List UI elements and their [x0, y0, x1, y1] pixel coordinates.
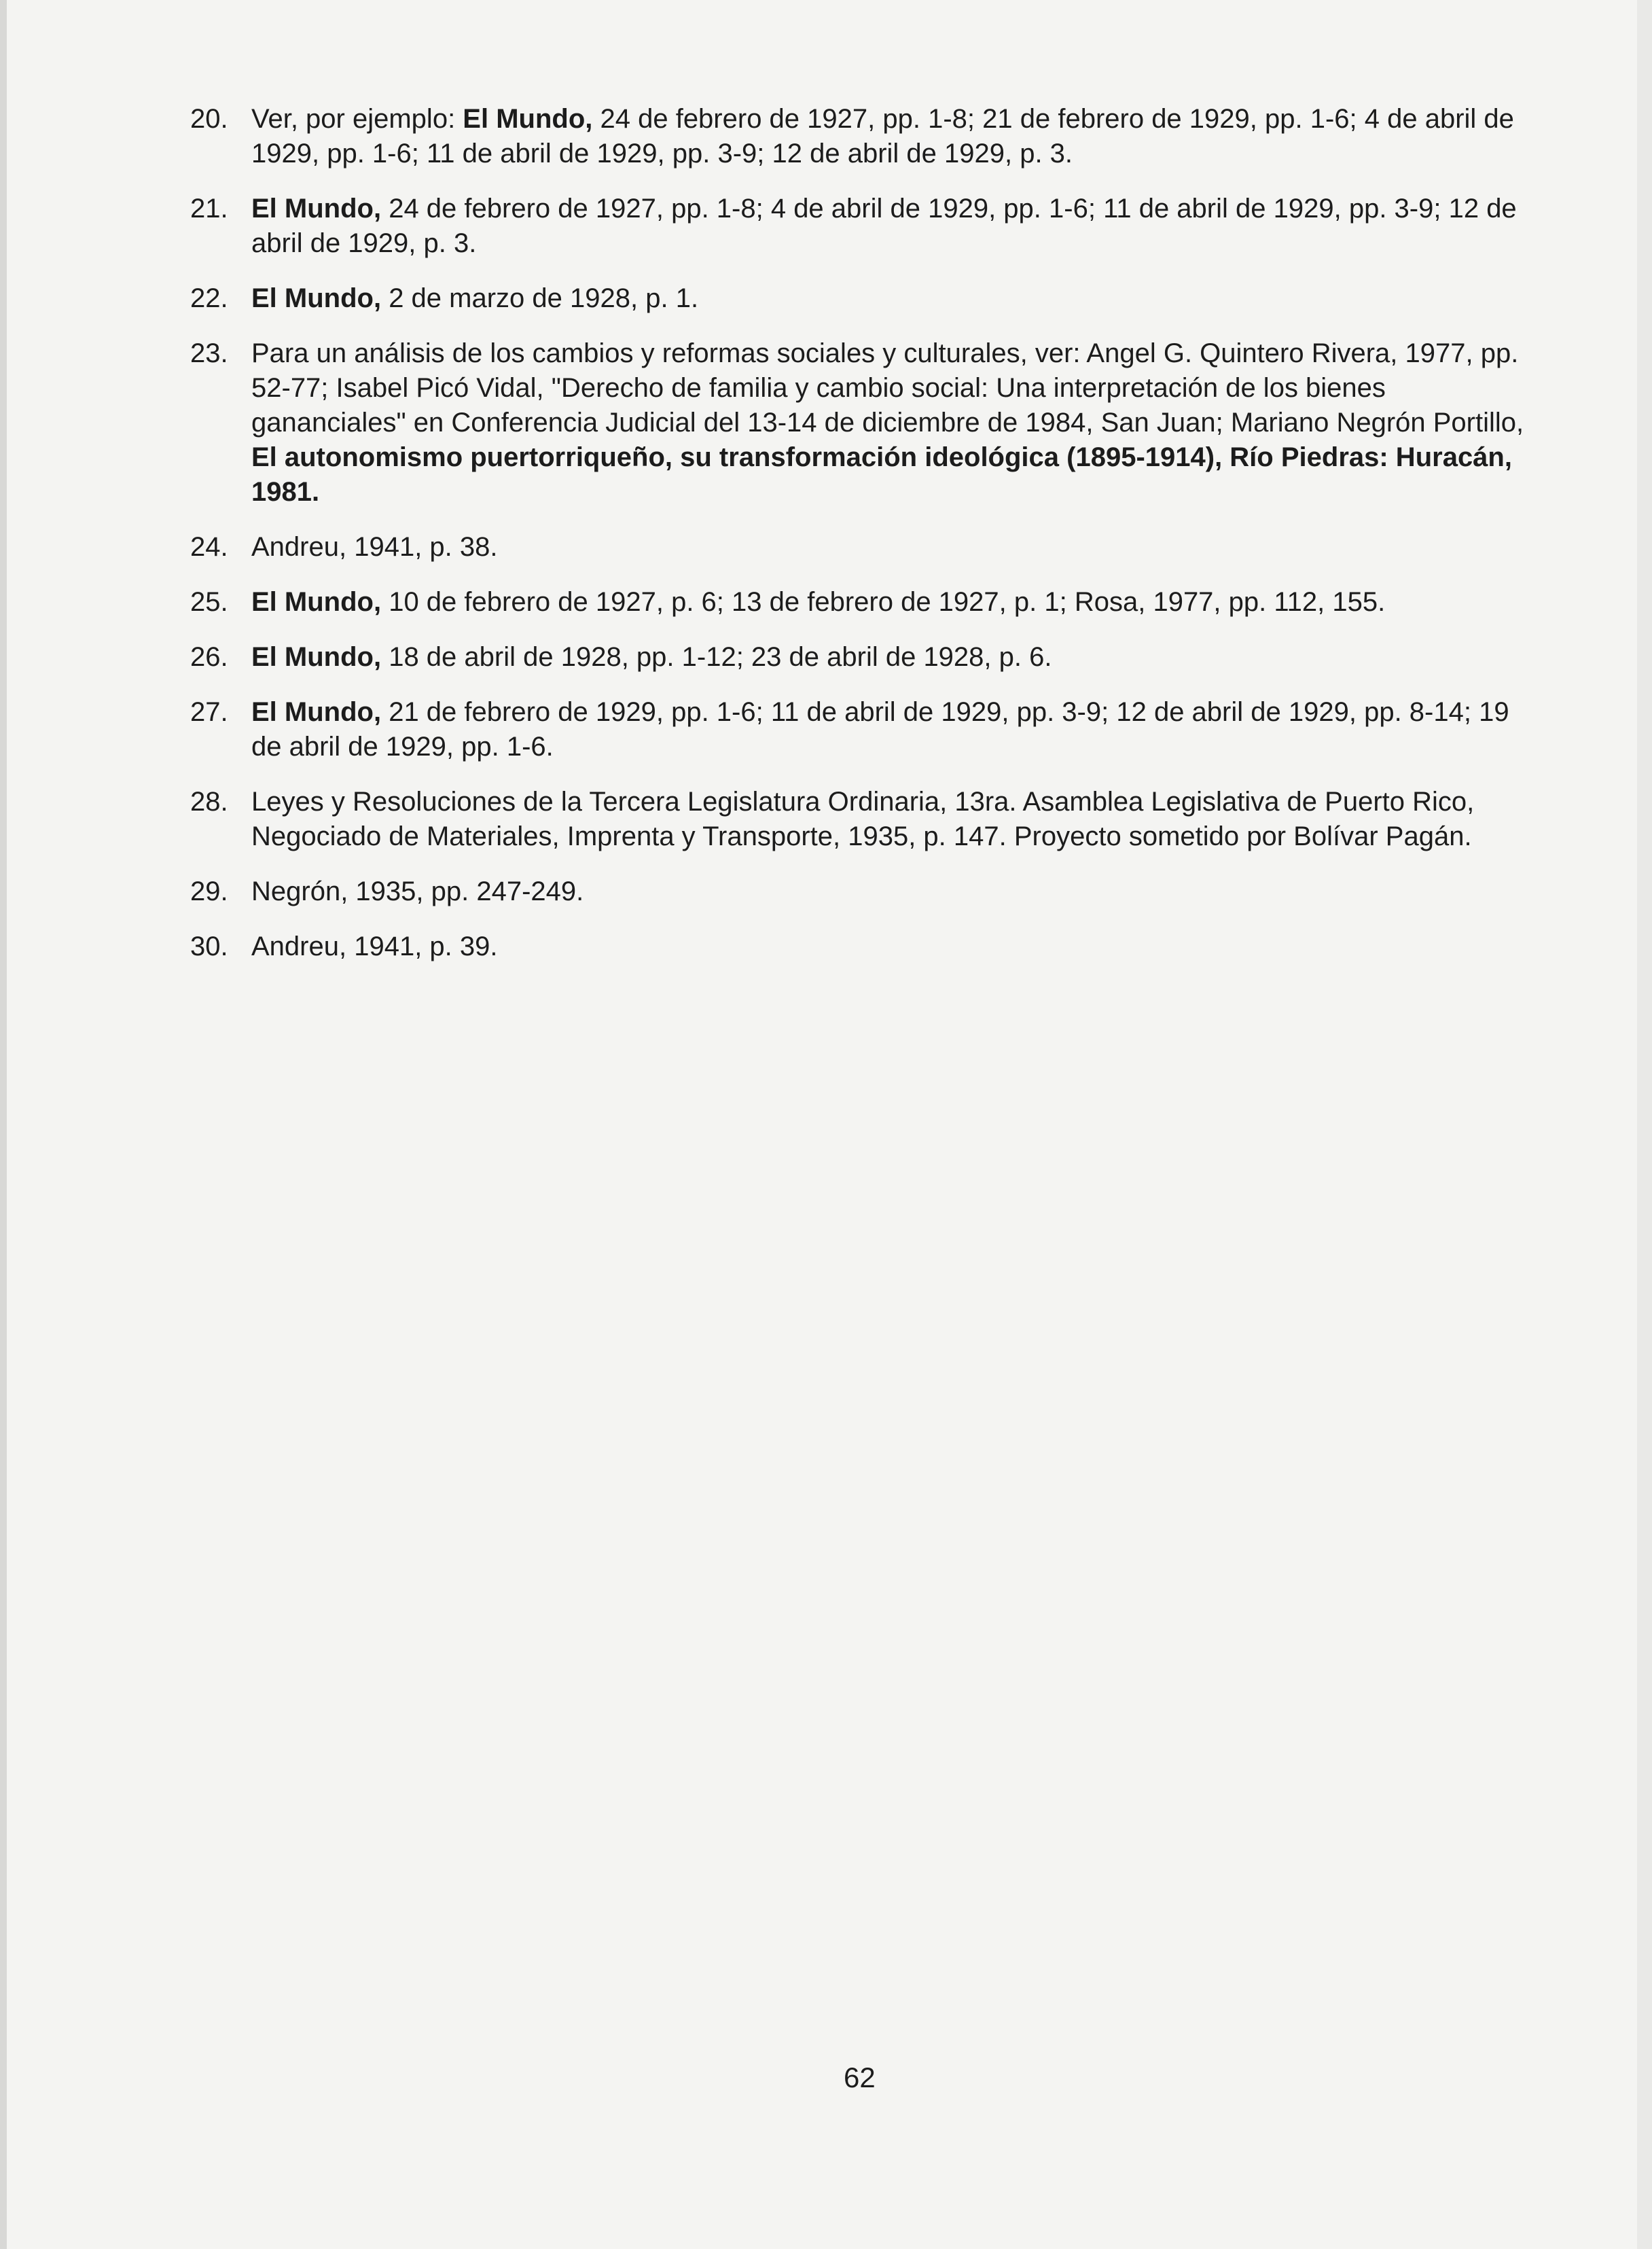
footnote-text-part: 10 de febrero de 1927, p. 6; 13 de febrero de 1927, p. 1; Rosa, 1977, pp. 112, 155.	[381, 587, 1386, 617]
footnote-text	[251, 642, 1052, 672]
footnote-text-part: El Mundo,	[251, 283, 382, 313]
footnote-text-part: 18 de abril de 1928, pp. 1-12; 23 de abril de 1928, p. 6.	[381, 642, 1052, 672]
footnote-text	[251, 787, 1474, 851]
footnote-text-part: El Mundo,	[251, 697, 382, 727]
footnote-text-part: Andreu, 1941, p. 38.	[251, 532, 498, 562]
footnote	[190, 929, 1535, 964]
footnote-text	[251, 532, 498, 562]
footnote-number: 27.	[190, 697, 228, 727]
footnote-text	[251, 338, 1524, 507]
footnote-text-part: El autonomismo puertorriqueño, su transformación ideológica (1895-1914), Río Piedras: Huracán, 1981.	[251, 442, 1512, 507]
footnote-text	[251, 587, 1385, 617]
footnote	[190, 695, 1535, 764]
footnote-list	[190, 102, 1535, 985]
footnote	[190, 530, 1535, 565]
footnote-text-part: Andreu, 1941, p. 39.	[251, 932, 498, 961]
footnote-text-part: Ver, por ejemplo:	[251, 104, 463, 134]
footnote-number: 29.	[190, 876, 228, 906]
footnote	[190, 281, 1535, 316]
footnote-text-part: El Mundo,	[463, 104, 593, 134]
footnote	[190, 192, 1535, 261]
footnote-number: 20.	[190, 104, 228, 134]
footnote-text-part: Leyes y Resoluciones de la Tercera Legislatura Ordinaria, 13ra. Asamblea Legislativa de Puerto Rico, Negociado de Materiales, Imprenta y Transporte, 1935, p. 147. Proyecto sometido por Bolívar Pagán.	[251, 787, 1475, 851]
footnote-text-part: El Mundo,	[251, 642, 382, 672]
footnote-text	[251, 876, 583, 906]
footnote-number: 24.	[190, 532, 228, 562]
footnote-text-part: El Mundo,	[251, 194, 382, 224]
footnote-text-part: 21 de febrero de 1929, pp. 1-6; 11 de abril de 1929, pp. 3-9; 12 de abril de 1929, pp. 8-14; 19 de abril de 1929, pp. 1-6.	[251, 697, 1509, 762]
footnote-text-part: Para un análisis de los cambios y reformas sociales y culturales, ver: Angel G. Quintero Rivera, 1977, pp. 52-77; Isabel Picó Vidal, "Derecho de familia y cambio social: Una interpretación de los bienes gananciales" en Conferencia Judicial del 13-14 de diciembre de 1984, San Juan; Mariano Negrón Portillo,	[251, 338, 1524, 438]
footnote	[190, 585, 1535, 620]
footnote-number: 23.	[190, 338, 228, 368]
footnote-text-part: Negrón, 1935, pp. 247-249.	[251, 876, 584, 906]
footnote-number: 22.	[190, 283, 228, 313]
footnote-number: 26.	[190, 642, 228, 672]
footnote-text	[251, 697, 1509, 762]
footnote	[190, 874, 1535, 909]
footnote-number: 30.	[190, 932, 228, 961]
footnote-text-part: 24 de febrero de 1927, pp. 1-8; 21 de febrero de 1929, pp. 1-6; 4 de abril de 1929, pp. 1-6; 11 de abril de 1929, pp. 3-9; 12 de abril de 1929, p. 3.	[251, 104, 1514, 169]
footnote-text-part: 2 de marzo de 1928, p. 1.	[381, 283, 699, 313]
footnote-number: 28.	[190, 787, 228, 817]
footnote-text-part: El Mundo,	[251, 587, 382, 617]
footnote-text	[251, 932, 498, 961]
footnote-text	[251, 194, 1517, 258]
footnote	[190, 785, 1535, 854]
footnote	[190, 336, 1535, 510]
footnote-text	[251, 104, 1514, 169]
footnote	[190, 640, 1535, 675]
footnote-number: 21.	[190, 194, 228, 224]
footnote-text	[251, 283, 698, 313]
footnote	[190, 102, 1535, 171]
page-number: 62	[844, 2061, 876, 2093]
footnote-number: 25.	[190, 587, 228, 617]
footnote-text-part: 24 de febrero de 1927, pp. 1-8; 4 de abril de 1929, pp. 1-6; 11 de abril de 1929, pp. 3-9; 12 de abril de 1929, p. 3.	[251, 194, 1517, 258]
